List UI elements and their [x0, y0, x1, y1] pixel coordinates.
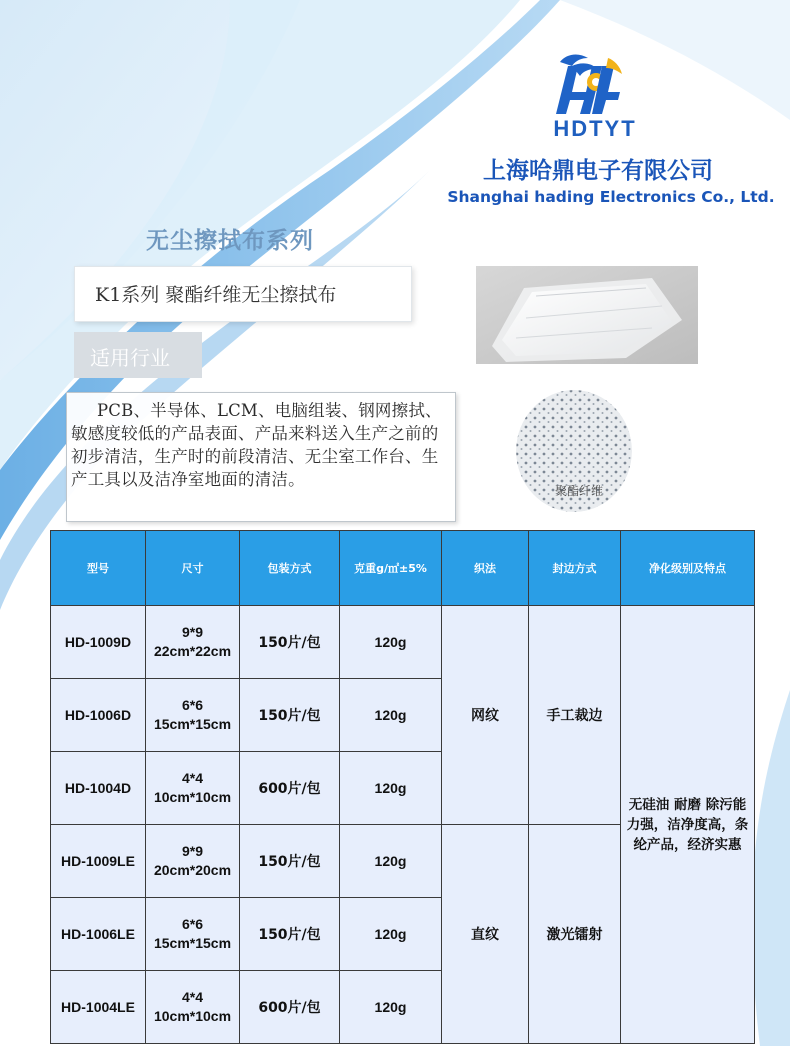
company-name-en: Shanghai hading Electronics Co., Ltd.	[447, 188, 775, 206]
company-name-cn: 上海哈鼎电子有限公司	[483, 158, 713, 184]
spec-table	[50, 530, 755, 1044]
weight-cell: 120g	[340, 752, 442, 825]
header-model: 型号	[51, 531, 146, 606]
table-row	[51, 606, 755, 679]
weight-cell: 120g	[340, 606, 442, 679]
size-inch: 4*4	[181, 770, 204, 786]
size-cm: 15cm*15cm	[153, 935, 232, 951]
weight-cell: 120g	[340, 971, 442, 1044]
pack-cell: 600片/包	[240, 971, 340, 1044]
size-cm: 15cm*15cm	[153, 716, 232, 732]
size-cm: 20cm*20cm	[153, 862, 232, 878]
header-packaging: 包装方式	[240, 531, 340, 606]
size-cm: 10cm*10cm	[153, 789, 232, 805]
table-header-row	[51, 531, 755, 606]
size-cell	[146, 898, 240, 971]
description-box	[66, 392, 456, 522]
pack-cell: 150片/包	[240, 606, 340, 679]
model-cell: HD-1006LE	[51, 898, 146, 971]
size-inch: 6*6	[181, 697, 204, 713]
pack-cell: 600片/包	[240, 752, 340, 825]
weight-cell: 120g	[340, 825, 442, 898]
series-title: 无尘擦拭布系列	[146, 228, 314, 254]
size-inch: 9*9	[181, 843, 204, 859]
model-cell: HD-1004LE	[51, 971, 146, 1044]
dragon-logo-icon	[552, 52, 624, 116]
size-cell	[146, 606, 240, 679]
size-cell	[146, 679, 240, 752]
size-cm: 10cm*10cm	[153, 1008, 232, 1024]
weight-cell: 120g	[340, 898, 442, 971]
model-cell: HD-1009D	[51, 606, 146, 679]
header-features: 净化级别及特点	[621, 531, 755, 606]
size-inch: 6*6	[181, 916, 204, 932]
model-cell: HD-1004D	[51, 752, 146, 825]
size-cell	[146, 971, 240, 1044]
size-cm: 22cm*22cm	[153, 643, 232, 659]
size-inch: 4*4	[181, 989, 204, 1005]
edge-cell: 手工裁边	[529, 606, 621, 825]
model-cell: HD-1009LE	[51, 825, 146, 898]
pack-cell: 150片/包	[240, 898, 340, 971]
product-title: K1系列 聚酯纤维无尘擦拭布	[95, 284, 337, 306]
model-cell: HD-1006D	[51, 679, 146, 752]
weave-cell: 直纹	[442, 825, 529, 1044]
industry-tag-label: 适用行业	[90, 346, 170, 370]
header-size: 尺寸	[146, 531, 240, 606]
description-text: PCB、半导体、LCM、电脑组装、钢网擦拭、敏感度较低的产品表面、产品来料送入生产之前的初步清洁，生产时的前段清洁、无尘室工作台、生产工具以及洁净室地面的清洁。	[71, 401, 442, 489]
size-inch: 9*9	[181, 624, 204, 640]
size-cell	[146, 825, 240, 898]
cloth-photo	[476, 266, 698, 364]
size-cell	[146, 752, 240, 825]
pack-cell: 150片/包	[240, 825, 340, 898]
brand-name: HDTYT	[553, 116, 637, 141]
header-edge: 封边方式	[529, 531, 621, 606]
header-weight: 克重g/㎡±5%	[340, 531, 442, 606]
product-title-box	[74, 266, 412, 322]
edge-cell: 激光镭射	[529, 825, 621, 1044]
weight-cell: 120g	[340, 679, 442, 752]
pack-cell: 150片/包	[240, 679, 340, 752]
weave-cell: 网纹	[442, 606, 529, 825]
industry-tag	[74, 332, 202, 378]
features-cell: 无硅油 耐磨 除污能力强，洁净度高，条纶产品，经济实惠	[621, 606, 755, 1044]
fiber-label: 聚酯纤维	[555, 484, 604, 498]
header-weave: 织法	[442, 531, 529, 606]
